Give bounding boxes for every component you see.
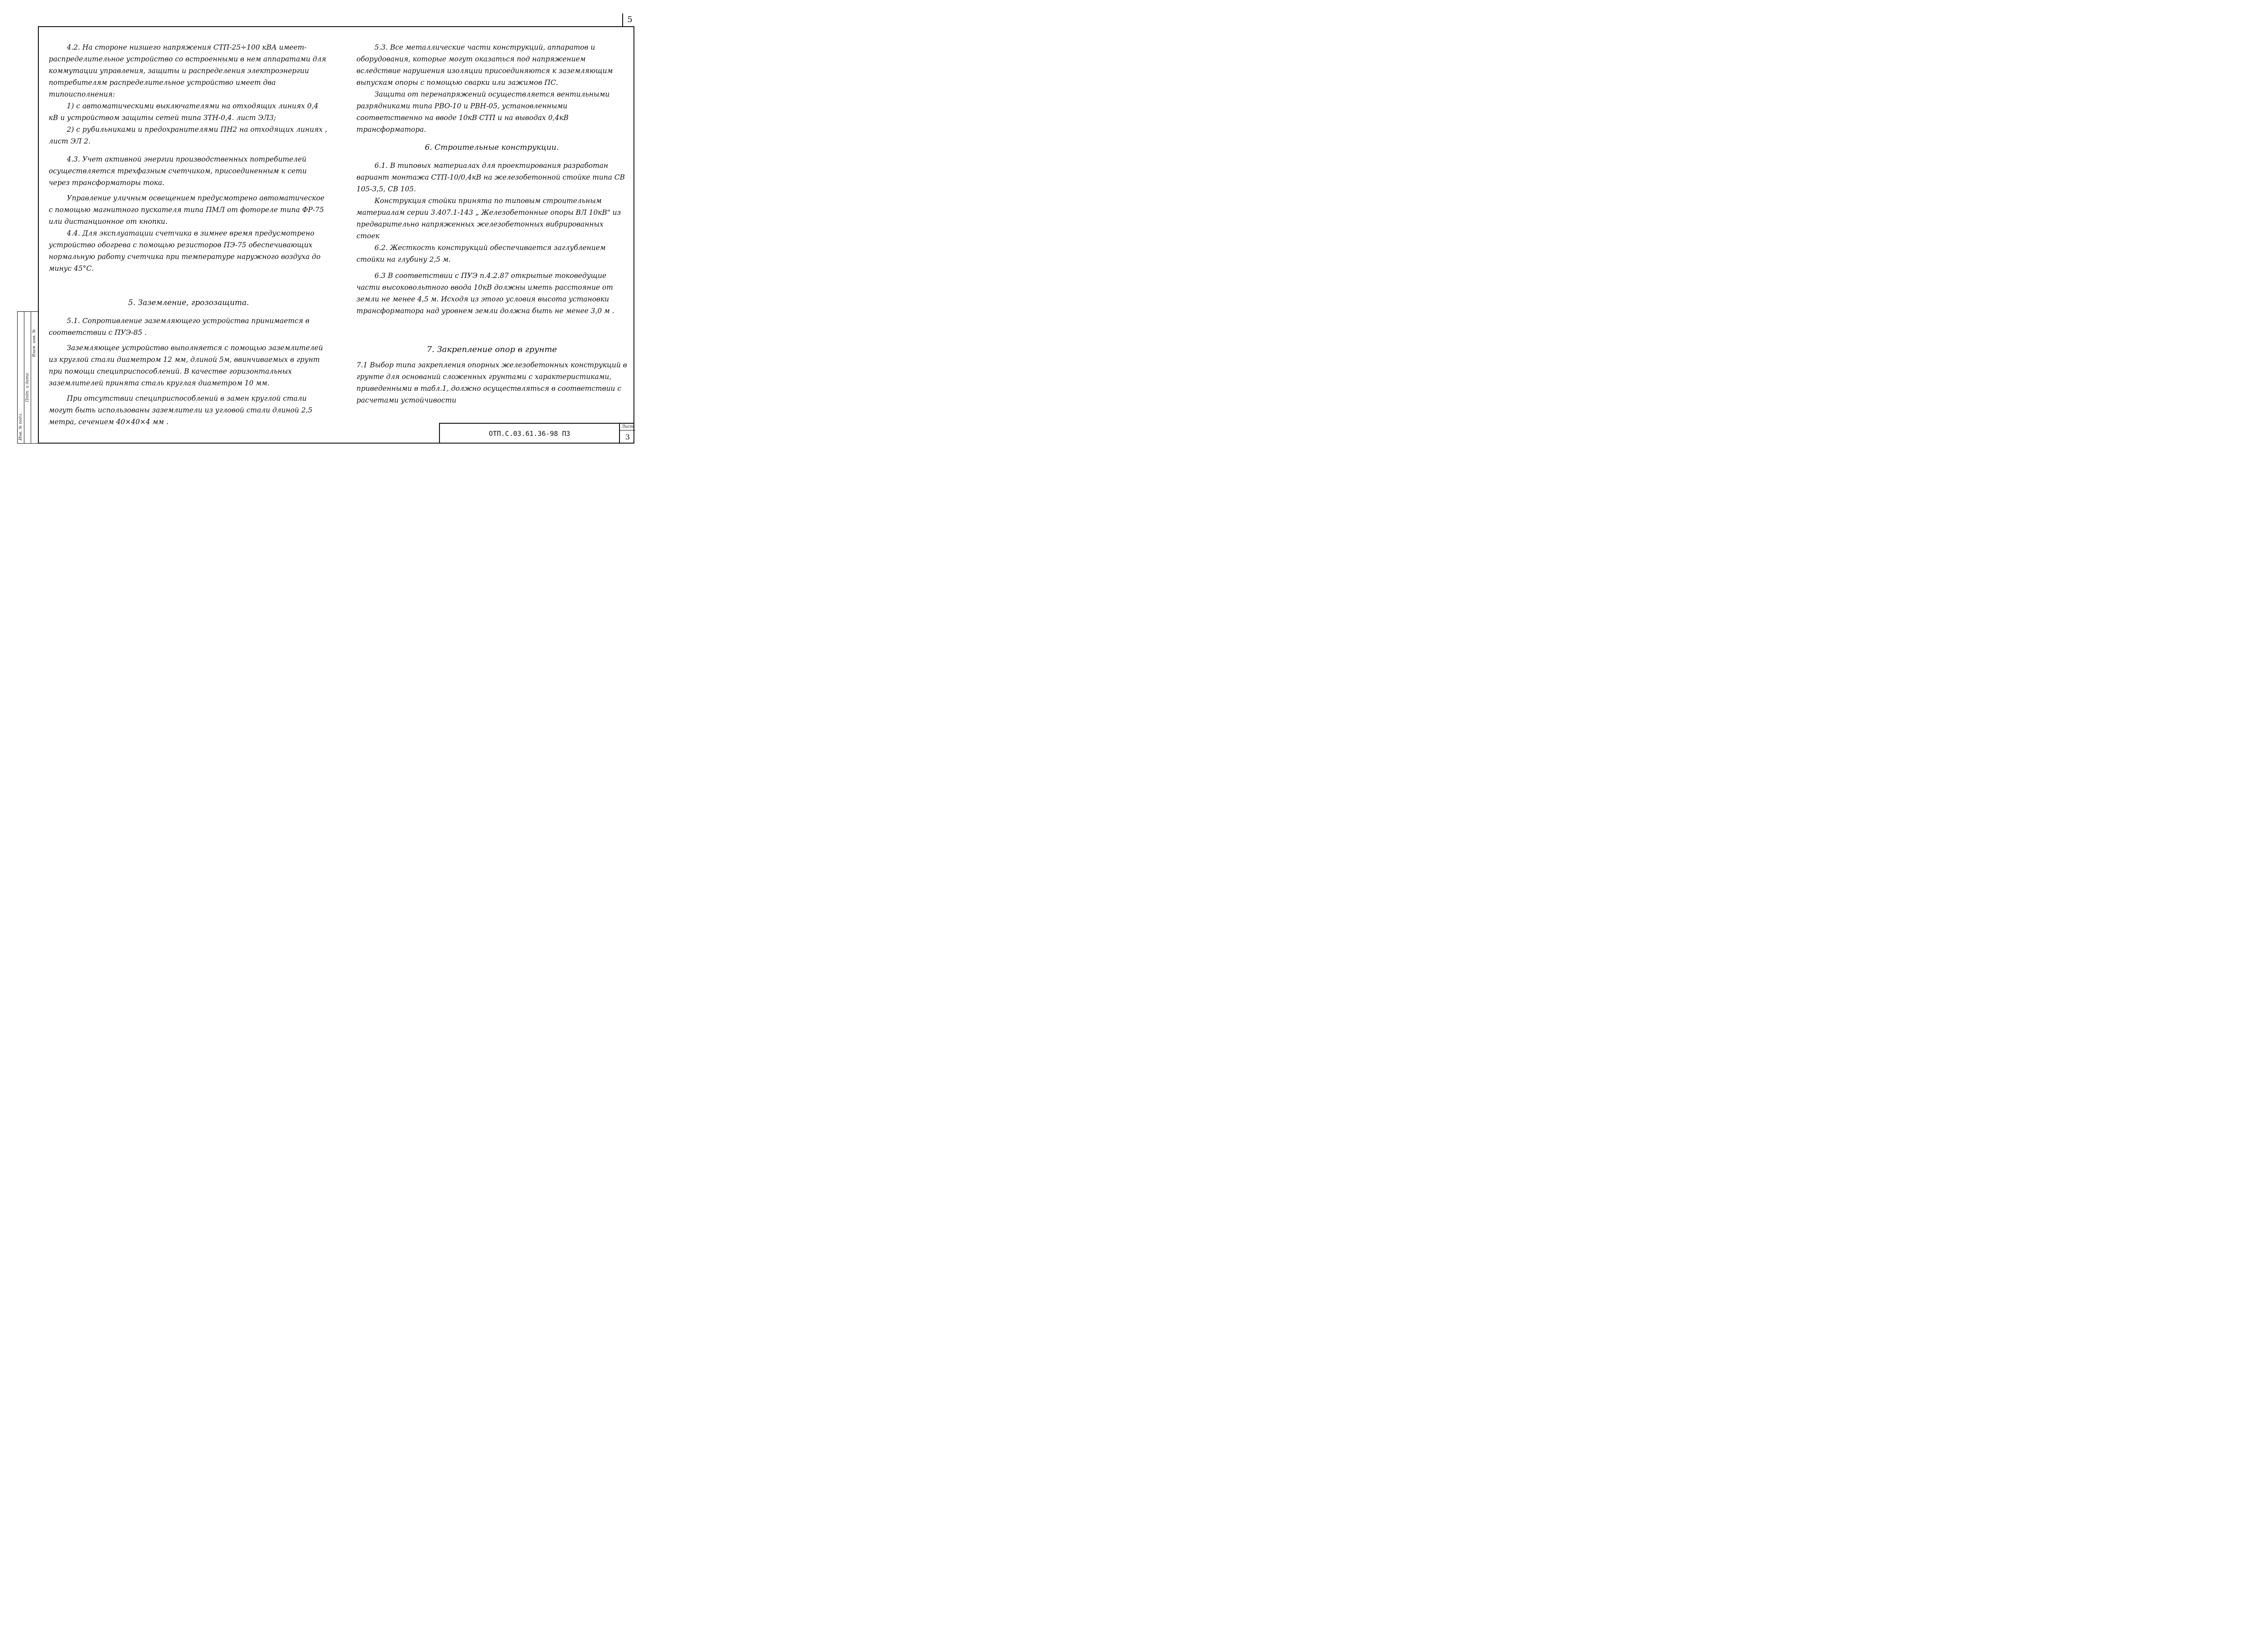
side-stamp-col-2 [24,312,31,443]
side-stamp-col-3 [31,312,38,443]
para-6-1: 6.1. В типовых материалах для проектирования разработан вариант монтажа СТП-10/0,4кВ на железобетонной стойке типа СВ 105-3,5, СВ 105. [356,162,625,193]
sheet-top-number: 5 [622,14,637,26]
para-4-2-item-2: 2) с рубильниками и предохранителями ПН2 на отходящих линиях , лист ЭЛ 2. [49,125,328,145]
para-5-3: 5.3. Все металлические части конструкций, аппаратов и оборудования, которые могут оказаться под напряжением вследствие нарушения изоляции присоединяются к заземляющим выпускам опоры с помощью сварки или зажимов ПС. [356,43,613,87]
side-stamp-col-1 [18,312,24,443]
para-4-3: 4.3. Учет активной энергии производственных потребителей осуществляется трехфазным счетчиком, присоединенным к сети через трансформаторы тока. [49,155,307,187]
para-grounding-device: Заземляющее устройство выполняется с помощью заземлителей из круглой стали диаметром 12 мм, длиной 5м, ввинчиваемых в грунт при помощи специприспособлений. В качестве горизонтальных заземлителей принята сталь круглая диаметром 10 мм. [49,344,323,387]
left-column [49,42,328,428]
para-street-lighting: Управление уличным освещением предусмотрено автоматическое с помощью магнитного пускателя типа ПМЛ от фотореле типа ФР-75 или дистанционное от кнопки. [49,194,325,226]
side-stamp [17,311,38,444]
para-angle-steel: При отсутствии специприспособлений в замен круглой стали могут быть использованы заземлители из угловой стали длиной 2,5 метра, сечением 40×40×4 мм . [49,394,313,426]
sheet-label: Лист [620,424,635,430]
title-block [439,423,634,444]
side-stamp-label-replace: Взам. инв. № [32,329,37,357]
para-6-3: 6.3 В соответствии с ПУЭ п.4.2.87 открытые токоведущие части высоковольтного ввода 10кВ должны иметь расстояние от земли не менее 4,5 м. Исходя из этого условия высота установки трансформатора над уровнем земли должна быть не менее 3,0 м . [356,272,615,315]
para-7-1: 7.1 Выбор типа закрепления опорных железобетонных конструкций в грунте для оснований сложенных грунтами с характеристиками, приведенными в табл.1, должно осуществляться в соответствии с расчетами устойчивости [356,361,627,404]
para-5-1: 5.1. Сопротивление заземляющего устройства принимается в соответствии с ПУЭ-85 . [49,317,310,337]
para-4-2-item-1: 1) с автоматическими выключателями на отходящих линиях 0,4 кВ и устройством защиты сетей типа ЗТН-0,4. лист ЭЛ3; [49,102,319,122]
sheet-cell [619,424,635,444]
para-6-2: 6.2. Жесткость конструкций обеспечивается заглублением стойки на глубину 2,5 м. [356,244,606,264]
sheet-number: 3 [625,433,630,441]
heading-section-5: 5. Заземление, грозозащита. [128,298,249,307]
para-4-2: 4.2. На стороне низшего напряжения СТП-25÷100 кВА имеет-распределительное устройство со встроенными в нем аппаратами для коммутации управления, защиты и распределения электроэнергии потребителям распределительное устройство имеет два типоисполнения: [49,43,326,98]
side-stamp-label-sign: Подп. и дата [25,373,30,402]
para-surge-protection: Защита от перенапряжений осуществляется вентильными разрядниками типа РВО-10 и РВН-05, установленными соответственно на вводе 10кВ СТП и на выводах 0,4кВ трансформатора. [356,90,610,134]
side-stamp-label-inv: Инв. № подл. [18,412,23,440]
heading-section-6: 6. Строительные конструкции. [425,143,559,152]
para-construction: Конструкция стойки принята по типовым строительным материалам серии 3.407.1-143 „ Железобетонные опоры ВЛ 10кВ" из предварительно напряженных железобетонных вибрированных стоек [356,197,621,240]
right-column [356,42,627,406]
heading-section-7: 7. Закрепление опор в грунте [426,345,557,354]
document-code: ОТП.С.03.61.36-98 ПЗ [489,430,570,438]
para-4-4: 4.4. Для эксплуатации счетчика в зимнее время предусмотрено устройство обогрева с помощью резисторов ПЭ-75 обеспечивающих нормальную работу счетчика при температуре наружного воздуха до минус 45°С. [49,229,321,273]
